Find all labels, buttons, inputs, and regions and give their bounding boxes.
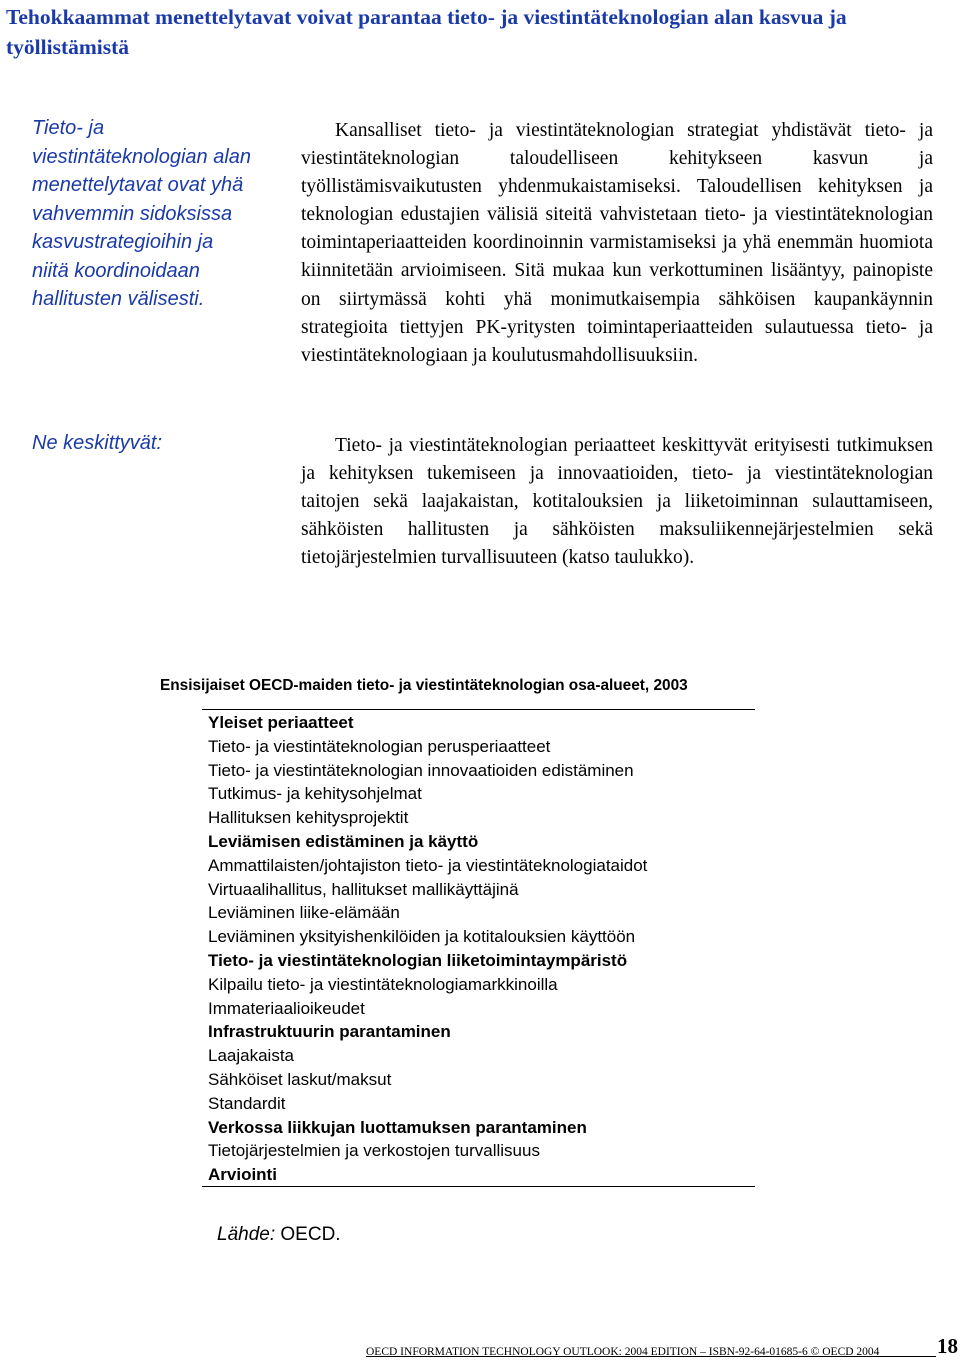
source-label: Lähde: [217,1224,276,1245]
table-top-rule [202,709,755,710]
margin-note-summary: Tieto- ja viestintäteknologian alan menettelytavat ovat yhä vahvemmin sidoksissa kasvustrategioihin ja niitä koordinoidaan hallitusten välisesti. [32,117,252,310]
margin-note-focus: Ne keskittyvät: [32,432,163,454]
body-paragraph-1: Kansalliset tieto- ja viestintäteknologian strategiat yhdistävät tieto- ja viestintäteknologian taloudelliseen kehitykseen kasvun ja työllistämisvaikutusten yhdenmukaistamiseksi. Taloudellisen kehityksen ja teknologian edustajien välisiä siteitä vahvistetaan tieto- ja viestintäteknologian toimintaperiaatteiden koordinoinnin varmistamiseksi ja yhä enemmän huomiota kiinnitetään arvioimiseen. Sitä mukaa kun verkottuminen lisääntyy, painopiste on siirtymässä kohti yhä monimutkaisempia sähköisen kaupankäynnin strategioita tiettyjen PK-yritysten toimintaperiaatteiden sulautuessa tieto- ja viestintäteknologiaan ja koulutusmahdollisuuksiin. [301,120,933,366]
table-section-heading: Verkossa liikkujan luottamuksen parantaminen [208,1117,587,1137]
table-row: Virtuaalihallitus, hallitukset mallikäyttäjinä [208,879,519,899]
page-number: 18 [937,1334,958,1358]
footer-text: OECD INFORMATION TECHNOLOGY OUTLOOK: 2004 EDITION – ISBN-92-64-01685-6 © OECD 2004 [366,1346,880,1358]
table-title: Ensisijaiset OECD-maiden tieto- ja viestintäteknologian osa-alueet, 2003 [160,677,688,694]
table-row: Immateriaalioikeudet [208,998,365,1018]
table-row: Kilpailu tieto- ja viestintäteknologiamarkkinoilla [208,974,558,994]
table-row: Tietojärjestelmien ja verkostojen turvallisuus [208,1141,540,1161]
table-row: Laajakaista [208,1046,295,1066]
table-row: Sähköiset laskut/maksut [208,1069,392,1089]
table-row: Standardit [208,1093,286,1113]
table-row: Tutkimus- ja kehitysohjelmat [208,784,422,804]
table-bottom-rule [202,1186,755,1187]
table-section-heading: Arviointi [208,1165,277,1185]
body-paragraph-2: Tieto- ja viestintäteknologian periaatteet keskittyvät erityisesti tutkimuksen ja kehityksen tukemiseen ja innovaatioiden, tieto- ja viestintäteknologian taitojen sekä laajakaistan, kotitalouksien ja liiketoiminnan sulauttamiseen, sähköisten hallitusten ja sähköisten maksuliikennejärjestelmien sekä tietojärjestelmien turvallisuuteen (katso taulukko). [301,435,933,569]
page-footer [366,1334,960,1360]
table-row: Tieto- ja viestintäteknologian perusperiaatteet [208,736,551,756]
table-section-heading: Leviämisen edistäminen ja käyttö [208,831,479,851]
table-row: Hallituksen kehitysprojektit [208,808,409,828]
priority-table [208,711,768,1187]
source-note [217,1222,341,1248]
table-row: Leviäminen liike-elämään [208,903,400,923]
footer-rule [366,1356,936,1357]
table-row: Ammattilaisten/johtajiston tieto- ja viestintäteknologiataidot [208,855,648,875]
table-section-heading: Tieto- ja viestintäteknologian liiketoimintaympäristö [208,950,628,970]
table-row: Tieto- ja viestintäteknologian innovaatioiden edistäminen [208,760,634,780]
table-row: Leviäminen yksityishenkilöiden ja kotitalouksien käyttöön [208,927,636,947]
table-section-heading: Yleiset periaatteet [208,713,354,732]
source-value: OECD. [280,1224,341,1245]
page-title: Tehokkaammat menettelytavat voivat parantaa tieto- ja viestintäteknologian alan kasvua ja työllistämistä [6,5,847,59]
table-section-heading: Infrastruktuurin parantaminen [208,1022,451,1042]
